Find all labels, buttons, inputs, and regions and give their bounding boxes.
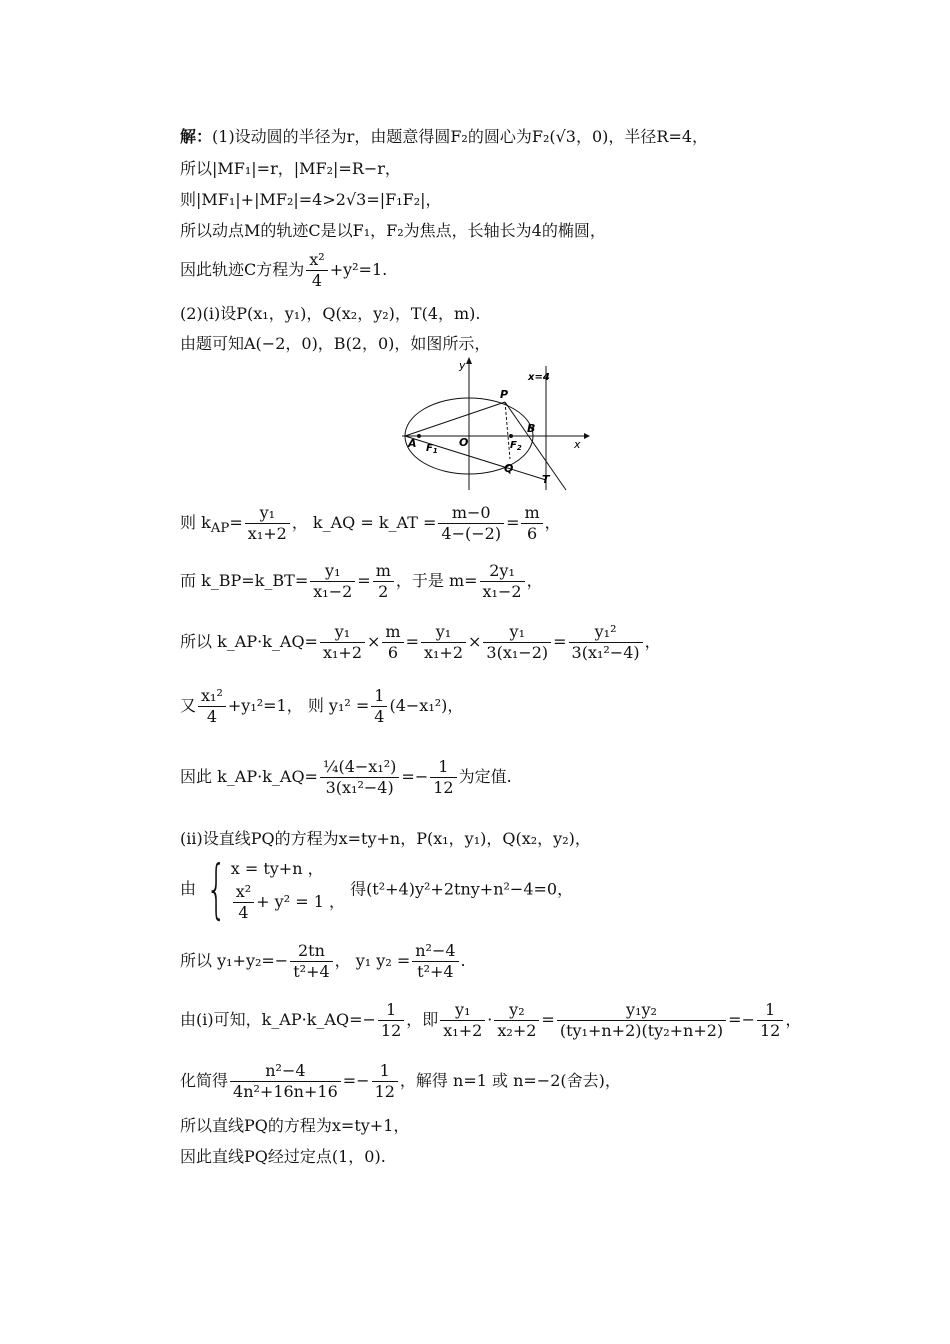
fraction: $\frac{m}{6}$ <box>382 622 403 663</box>
fraction: $\frac{\text{y₁}}{\text{x₁+2}}$ <box>320 622 365 663</box>
fraction: $\frac{1}{12}$ <box>430 757 456 798</box>
fraction: $\frac{1}{4}$ <box>371 686 387 727</box>
part1-line4: 所以动点M的轨迹C是以F₁，F₂为焦点，长轴长为4的椭圆， <box>180 221 606 240</box>
ellipse-figure <box>396 354 592 494</box>
simplify-line: 化简得 $\frac{\text{n²−4}}{\text{4n²+16n+16}}$ =− $\frac{1}{12}$ ，解得 n=1 或 n=−2(舍去)， <box>180 1061 621 1101</box>
x-arrow-icon <box>584 433 590 439</box>
fraction: $\frac{m}{6}$ <box>521 503 542 544</box>
part1-line1 <box>180 126 708 148</box>
segment-AP <box>405 402 505 436</box>
text: (1)设动圆的半径为r，由题意得圆F₂的圆心为F₂(√3，0)，半径R=4， <box>212 127 709 146</box>
label-P: P <box>500 388 509 401</box>
fraction: $\frac{\text{y₁}}{\text{3(x₁−2)}}$ <box>483 622 551 663</box>
fraction: $\frac{\text{y₁}}{\text{x₁−2}}$ <box>310 561 355 602</box>
label-O: O <box>459 436 469 449</box>
system-line: 由 { x = ty+n ， $\frac{\text{x²}}{4}$ + y² = 1 ， 得(t²+4)y²+2tny+n²−4=0， <box>180 852 574 927</box>
part2-points: 由题可知A(−2，0)，B(2，0)，如图所示， <box>180 334 491 353</box>
slope-line-2: 而 k_BP=k_BT= $\frac{\text{y₁}}{\text{x₁−2}}$ = $\frac{m}{2}$ ，于是 m= $\frac{\text{2y₁}}{\text{x₁−2}}$ ， <box>180 561 543 601</box>
fraction: $\frac{\text{x²}}{4}$ <box>306 250 327 291</box>
constant-value-line: 因此 k_AP·k_AQ= $\frac{\text{¼(4−x₁²)}}{\text{3(x₁²−4)}}$ =− $\frac{1}{12}$ 为定值. <box>180 757 512 797</box>
part2-ii-setup: (ii)设直线PQ的方程为x=ty+n，P(x₁，y₁)，Q(x₂，y₂)， <box>180 829 591 848</box>
label-A: A <box>408 437 417 450</box>
focus-F1 <box>417 434 421 438</box>
fraction: $\frac{m-0}{4-(-2)}$ <box>438 503 504 544</box>
label-B: B <box>527 422 536 435</box>
fixed-point-conclusion: 因此直线PQ经过定点(1，0). <box>180 1147 386 1166</box>
label-T: T <box>542 473 550 486</box>
fraction: $\frac{\text{y₁²}}{\text{3(x₁²−4)}}$ <box>569 622 643 663</box>
text: 因此轨迹C方程为 <box>180 260 305 279</box>
fraction: $\frac{\text{¼(4−x₁²)}}{\text{3(x₁²−4)}}$ <box>320 757 399 798</box>
fraction: $\frac{\text{2y₁}}{\text{x₁−2}}$ <box>480 561 525 602</box>
fraction: $\frac{\text{y₁y₂}}{\text{(ty₁+n+2)(ty₂+n+2)}}$ <box>557 1000 726 1041</box>
fraction: $\frac{\text{y₁}}{\text{x₁+2}}$ <box>440 1000 485 1041</box>
ellipse-substitution-line: 又 $\frac{\text{x₁²}}{4}$ +y₁²=1， 则 y₁² = $\frac{1}{4}$ (4−x₁²)， <box>180 686 464 726</box>
text: +y²=1. <box>329 260 388 279</box>
fraction: $\frac{\text{n²−4}}{\text{t²+4}}$ <box>412 941 458 982</box>
label-x: x <box>574 438 581 451</box>
label-y: y <box>459 359 466 372</box>
label-F2: $F_2$ <box>510 440 522 452</box>
fraction: $\frac{\text{y₁}}{\text{x₁+2}}$ <box>421 622 466 663</box>
fraction: $\frac{\text{y₁}}{\text{x₁+2}}$ <box>245 503 290 544</box>
label-Q: Q <box>504 462 514 475</box>
label-line: x=4 <box>528 372 550 383</box>
part1-equation <box>180 250 387 291</box>
part1-line2: 所以|MF₁|=r，|MF₂|=R−r， <box>180 159 401 178</box>
fraction: $\frac{\text{x²}}{4}$ <box>233 882 254 923</box>
equation-system: x = ty+n ， $\frac{\text{x²}}{4}$ + y² = 1 ， <box>230 859 345 922</box>
y-arrow-icon <box>466 357 472 364</box>
vieta-line: 所以 y₁+y₂=− $\frac{2tn}{\text{t²+4}}$ ， y₁ y₂ = $\frac{\text{n²−4}}{\text{t²+4}}$ . <box>180 941 466 981</box>
fraction: $\frac{m}{2}$ <box>373 561 394 602</box>
answer-heading: 解： <box>180 127 213 146</box>
slope-product-line: 所以 k_AP·k_AQ= $\frac{\text{y₁}}{\text{x₁+2}}$ × $\frac{m}{6}$ = $\frac{\text{y₁}}{\text{x₁+2}}$ × $\frac{\text{y₁}}{\text{3(x₁−2)}}$ = $\frac{\text{y₁²}}{\text{3(x₁²−4)}}$ ， <box>180 622 661 662</box>
fraction: $\frac{\text{y₂}}{\text{x₂+2}}$ <box>494 1000 539 1041</box>
fraction: $\frac{\text{n²−4}}{\text{4n²+16n+16}}$ <box>230 1061 341 1102</box>
condition-line: 由(i)可知，k_AP·k_AQ=− $\frac{1}{12}$ ，即 $\frac{\text{y₁}}{\text{x₁+2}}$ · $\frac{\text{y₂}}{\text{x₂+2}}$ = $\frac{\text{y₁y₂}}{\text{(ty₁+n+2)(ty₂+n+2)}}$ =− $\frac{1}{12}$ ， <box>180 1000 802 1040</box>
part1-line3: 则|MF₁|+|MF₂|=4>2√3=|F₁F₂|， <box>180 190 442 209</box>
focus-F2 <box>509 434 513 438</box>
fraction: $\frac{2tn}{\text{t²+4}}$ <box>290 941 332 982</box>
fraction: $\frac{1}{12}$ <box>372 1061 398 1102</box>
part2-setup: (2)(i)设P(x₁，y₁)，Q(x₂，y₂)，T(4，m). <box>180 304 481 323</box>
brace: { <box>206 852 227 927</box>
fraction: $\frac{1}{12}$ <box>757 1000 783 1041</box>
slope-line-1: 则 $k_{AP}=$ $\frac{\text{y₁}}{\text{x₁+2}}$ ， k_AQ = k_AT = $\frac{m-0}{4-(-2)}$ = $\frac{m}{6}$ ， <box>180 503 561 543</box>
fraction: $\frac{\text{x₁²}}{4}$ <box>198 686 226 727</box>
fraction: $\frac{1}{12}$ <box>378 1000 404 1041</box>
label-F1: $F_1$ <box>426 443 438 455</box>
line-equation-result: 所以直线PQ的方程为x=ty+1， <box>180 1116 410 1135</box>
